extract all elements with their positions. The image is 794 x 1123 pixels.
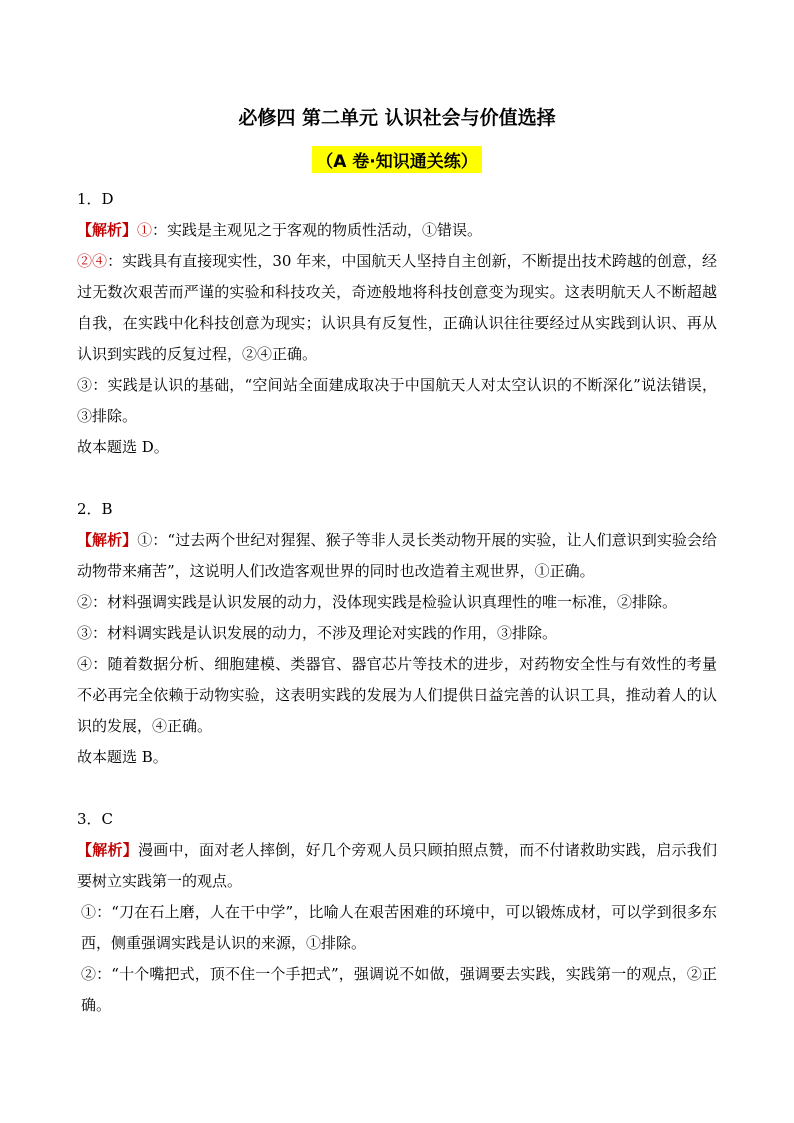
analysis-text: ：实践具有直接现实性，30 年来，中国航天人坚持自主创新，不断提出技术跨越的创意，经过无数次艰苦而严谨的实验和科技攻关，奇迹般地将科技创意变为现实。这表明航天人不断超越自我，在实践中化科技创意为现实；认识具有反复性，正确认识往往要经过从实践到认识、再从认识到实践的反复过程，②④正确。: [77, 252, 717, 363]
question-2-number: 2．B: [77, 500, 113, 518]
analysis-label: 【解析】: [77, 531, 138, 549]
analysis-text: ①：“过去两个世纪对猩猩、猴子等非人灵长类动物开展的实验，让人们意识到实验会给动物带来痛苦”，这说明人们改造客观世界的同时也改造着主观世界，①正确。: [77, 531, 717, 580]
question-3-analysis-2: ①：“刀在石上磨，人在干中学”，比喻人在艰苦困难的环境中，可以锻炼成材，可以学到很多东西，侧重强调实践是认识的来源，①排除。: [81, 903, 717, 952]
page-subtitle: （A 卷·知识通关练）: [312, 146, 482, 173]
question-1-conclusion: 故本题选 D。: [77, 438, 169, 456]
option-mark: ②④: [77, 252, 108, 270]
question-3-analysis-3: ②：“十个嘴把式，顶不住一个手把式”，强调说不如做，强调要去实践，实践第一的观点，②正确。: [81, 965, 717, 1014]
analysis-label: 【解析】: [77, 841, 138, 859]
question-2-analysis-4: ④：随着数据分析、细胞建模、类器官、器官芯片等技术的进步，对药物安全性与有效性的考量不必再完全依赖于动物实验，这表明实践的发展为人们提供日益完善的认识工具，推动着人的认识的发展，④正确。: [77, 655, 717, 735]
analysis-label: 【解析】: [77, 221, 138, 239]
option-mark: ①: [137, 221, 153, 239]
question-1-number: 1．D: [77, 190, 114, 208]
page-title: 必修四 第二单元 认识社会与价值选择: [238, 107, 556, 129]
question-1-analysis-3: ③：实践是认识的基础，“空间站全面建成取决于中国航天人对太空认识的不断深化”说法错误，③排除。: [77, 376, 717, 425]
spacer: [77, 773, 717, 804]
question-2-analysis-3: ③：材料调实践是认识发展的动力，不涉及理论对实践的作用，③排除。: [77, 624, 558, 642]
analysis-text: 漫画中，面对老人摔倒，好几个旁观人员只顾拍照点赞，而不付诸救助实践，启示我们要树立实践第一的观点。: [77, 841, 717, 890]
question-1-analysis-2: [77, 246, 717, 370]
question-2-analysis-2: ②：材料强调实践是认识发展的动力，没体现实践是检验认识真理性的唯一标准，②排除。: [77, 593, 678, 611]
question-2-conclusion: 故本题选 B。: [77, 748, 168, 766]
subtitle-row: [0, 146, 794, 173]
question-3-number: 3．C: [77, 810, 114, 828]
answer-content: [77, 184, 717, 1021]
question-1-analysis-1: [77, 215, 717, 246]
question-2-analysis-1: [77, 525, 717, 587]
spacer: [77, 463, 717, 494]
question-3-analysis-1: [77, 835, 717, 897]
analysis-text: ：实践是主观见之于客观的物质性活动，①错误。: [152, 221, 483, 239]
